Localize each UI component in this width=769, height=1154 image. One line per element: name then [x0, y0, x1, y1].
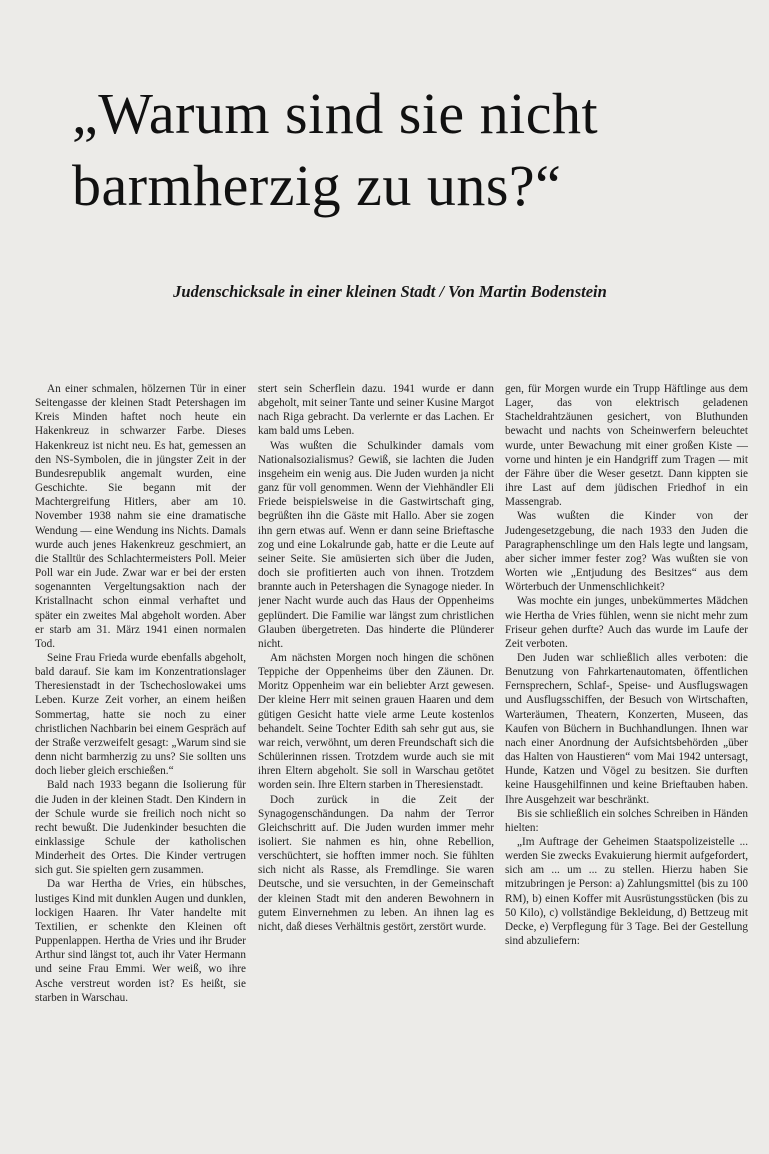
paragraph: Was wußten die Schulkinder damals vom Nationalsozialismus? Gewiß, sie lachten die Juden insgeheim ein wenig aus. Die Juden wurden ja nicht ganz für voll genommen. Wenn der Viehhändler Eli Friede beispielsweise in die Gastwirtschaft ging, begrüßten ihn die Gäste mit Hallo. Aber sie zogen ihn gern etwas auf. Wenn er dann seine Brieftasche zog und eine Lokalrunde gab, hatte er die Leute auf seiner Seite. Sie amüsierten sich über die Juden, doch sie profitierten auch von ihnen. Trotzdem brannte auch in Petershagen die Synagoge nieder. In jener Nacht wurde auch das Haus der Oppenheims geplündert. Die Familie war längst zum christlichen Glauben übergetreten. Das hinderte die Plünderer nicht.: [258, 439, 494, 650]
paragraph: Was mochte ein junges, unbekümmertes Mädchen wie Hertha de Vries fühlen, wenn sie nicht mehr zum Friseur gehen durfte? Auch das wurde im Laufe der Zeit verboten.: [505, 595, 748, 650]
paragraph: „Im Auftrage der Geheimen Staatspolizeistelle ... werden Sie zwecks Evakuierung hiermit aufgefordert, sich am ... um ... zu stellen. Hierzu haben Sie mitzubringen je Person: a) Zahlungsmittel (bis zu 100 RM), b) einen Koffer mit Ausrüstungsstücken (bis zu 50 Kilo), c) vollständige Bekleidung, d) Bettzeug mit Decke, e) Verpflegung für 3 Tage. Bei der Gestellung sind abzuliefern:: [505, 836, 748, 948]
text-column-3: [505, 382, 748, 1152]
paragraph: Bis sie schließlich ein solches Schreiben in Händen hielten:: [505, 807, 748, 834]
paragraph: stert sein Scherflein dazu. 1941 wurde er dann abgeholt, mit seiner Tante und seiner Kusine Margot nach Riga gebracht. Da verlernte er das Lachen. Er kam bald ums Leben.: [258, 383, 494, 438]
text-column-1: [35, 382, 246, 1152]
paragraph: Doch zurück in die Zeit der Synagogenschändungen. Da nahm der Terror Gleichschritt auf. Die Juden wurden immer mehr isoliert. Sie nahmen es hin, ohne Rebellion, verschüchtert, sie hofften immer noch. Sie fühlten sich nicht als Rasse, als Fremdlinge. Sie waren Deutsche, und sie versuchten, in der Gemeinschaft der kleinen Stadt mit den anderen Bewohnern in gutem Einvernehmen zu leben. An ihnen lag es nicht, daß dieses Verhältnis gestört, zerstört wurde.: [258, 793, 494, 933]
paragraph: Den Juden war schließlich alles verboten: die Benutzung von Fahrkartenautomaten, öffentlichen Fernsprechern, Schlaf-, Speise- und Ausflugswagen und Ausflugsschiffen, der Besuch von Wirtschaften, Warteräumen, Theatern, Konzerten, Museen, das Kaufen von Büchern in Buchhandlungen. Ihnen war nach einer Anordnung der Aufsichtsbehörden „über das Halten von Haustieren“ vom Mai 1942 untersagt, Hunde, Katzen und Vögel zu besitzen. Sie durften keine Hausgehilfinnen und keine Brieftauben haben. Ihre Ausgehzeit war beschränkt.: [505, 651, 748, 806]
headline-line-1: „Warum sind sie nicht: [72, 81, 599, 146]
paragraph: Seine Frau Frieda wurde ebenfalls abgeholt, bald darauf. Sie kam im Konzentrationslager Theresienstadt in der Tschechoslowakei ums Leben. Kurze Zeit vorher, an einem heißen Sommertag, hatte sie noch zu einer christlichen Nachbarin bei einem Gespräch auf der Straße verzweifelt gesagt: „Warum sind sie denn nicht barmherzig zu uns? Sie sollten uns doch lieber gleich erschießen.“: [35, 651, 246, 778]
paragraph: Was wußten die Kinder von der Judengesetzgebung, die nach 1933 den Juden die Paragraphenschlinge um den Hals legte und langsam, aber sicher immer fester zog? Was wußten sie von Worten wie „Entjudung des Besitzes“ aus dem Wörterbuch der Unmenschlichkeit?: [505, 510, 748, 594]
paragraph: Am nächsten Morgen noch hingen die schönen Teppiche der Oppenheims über den Zäunen. Dr. Moritz Oppenheim war ein beliebter Arzt gewesen. Der kleine Herr mit seinen grauen Haaren und dem gütigen Gesicht hatte viele arme Leute kostenlos behandelt. Seine Tochter Edith sah sehr gut aus, sie war reich, verwöhnt, um deren Freundschaft sich die Schülerinnen rissen. Trotzdem wurde auch sie mit ihren Eltern abgeholt. Sie soll in Warschau getötet worden sein. Ihre Eltern starben in Theresienstadt.: [258, 651, 494, 792]
text-column-2: [258, 382, 494, 1152]
paragraph: Bald nach 1933 begann die Isolierung für die Juden in der kleinen Stadt. Den Kindern in der Schule wurde sie freilich noch nicht so recht bewußt. Die Judenkinder besuchten die einklassige Schule der katholischen Minderheit des Ortes. Die Kinder vertrugen sich gut. Sie spielten gern zusammen.: [35, 779, 246, 877]
paragraph: gen, für Morgen wurde ein Trupp Häftlinge aus dem Lager, das von elektrisch geladenen Stacheldrahtzäunen gesichert, von Bluthunden bewacht und nachts von Scheinwerfern beleuchtet wurde, unter Bewachung mit einer großen Kiste — vorne und hinten je ein Handgriff zum Tragen — mit der Fähre über die Weser gesetzt. Dann kippten sie ihre Last auf dem jüdischen Friedhof in ein Massengrab.: [505, 383, 748, 509]
paragraph: An einer schmalen, hölzernen Tür in einer Seitengasse der kleinen Stadt Petershagen im Kreis Minden haftet noch heute ein Hakenkreuz in schwarzer Farbe. Dieses Hakenkreuz ist nicht neu. Es hat, gemessen an den NS-Symbolen, die in jüngster Zeit in der Bundesrepublik angemalt wurden, eine Geschichte. Sie begann mit der Machtergreifung Hitlers, aber am 10. November 1938 nahm sie eine dramatische Wendung — eine Wendung ins Nichts. Damals wurde auch jenes Hakenkreuz geschmiert, an die Stalltür des Schlachtermeisters Poll. Meier Poll war ein Jude. Zwar war er bei der ersten sogenannten Vergeltungsaktion nach der Kristallnacht schon einmal verhaftet und später ein zweites Mal abgeholt worden. Aber er starb am 31. März 1941 einen normalen Tod.: [35, 383, 246, 650]
article-headline: [72, 78, 732, 222]
paragraph: Da war Hertha de Vries, ein hübsches, lustiges Kind mit dunklen Augen und dunklen, lockigen Haaren. Ihr Vater handelte mit Textilien, er schenkte den Kleinen oft Puppenlappen. Hertha de Vries und ihr Bruder Arthur sind längst tot, auch ihr Vater Hermann und seine Frau Emmi. Wer weiß, wo ihre Asche verstreut worden ist? Es heißt, sie starben in Warschau.: [35, 878, 246, 1004]
article-subtitle: Judenschicksale in einer kleinen Stadt / Von Martin Bodenstein: [173, 282, 607, 301]
headline-line-2: barmherzig zu uns?“: [72, 153, 562, 218]
